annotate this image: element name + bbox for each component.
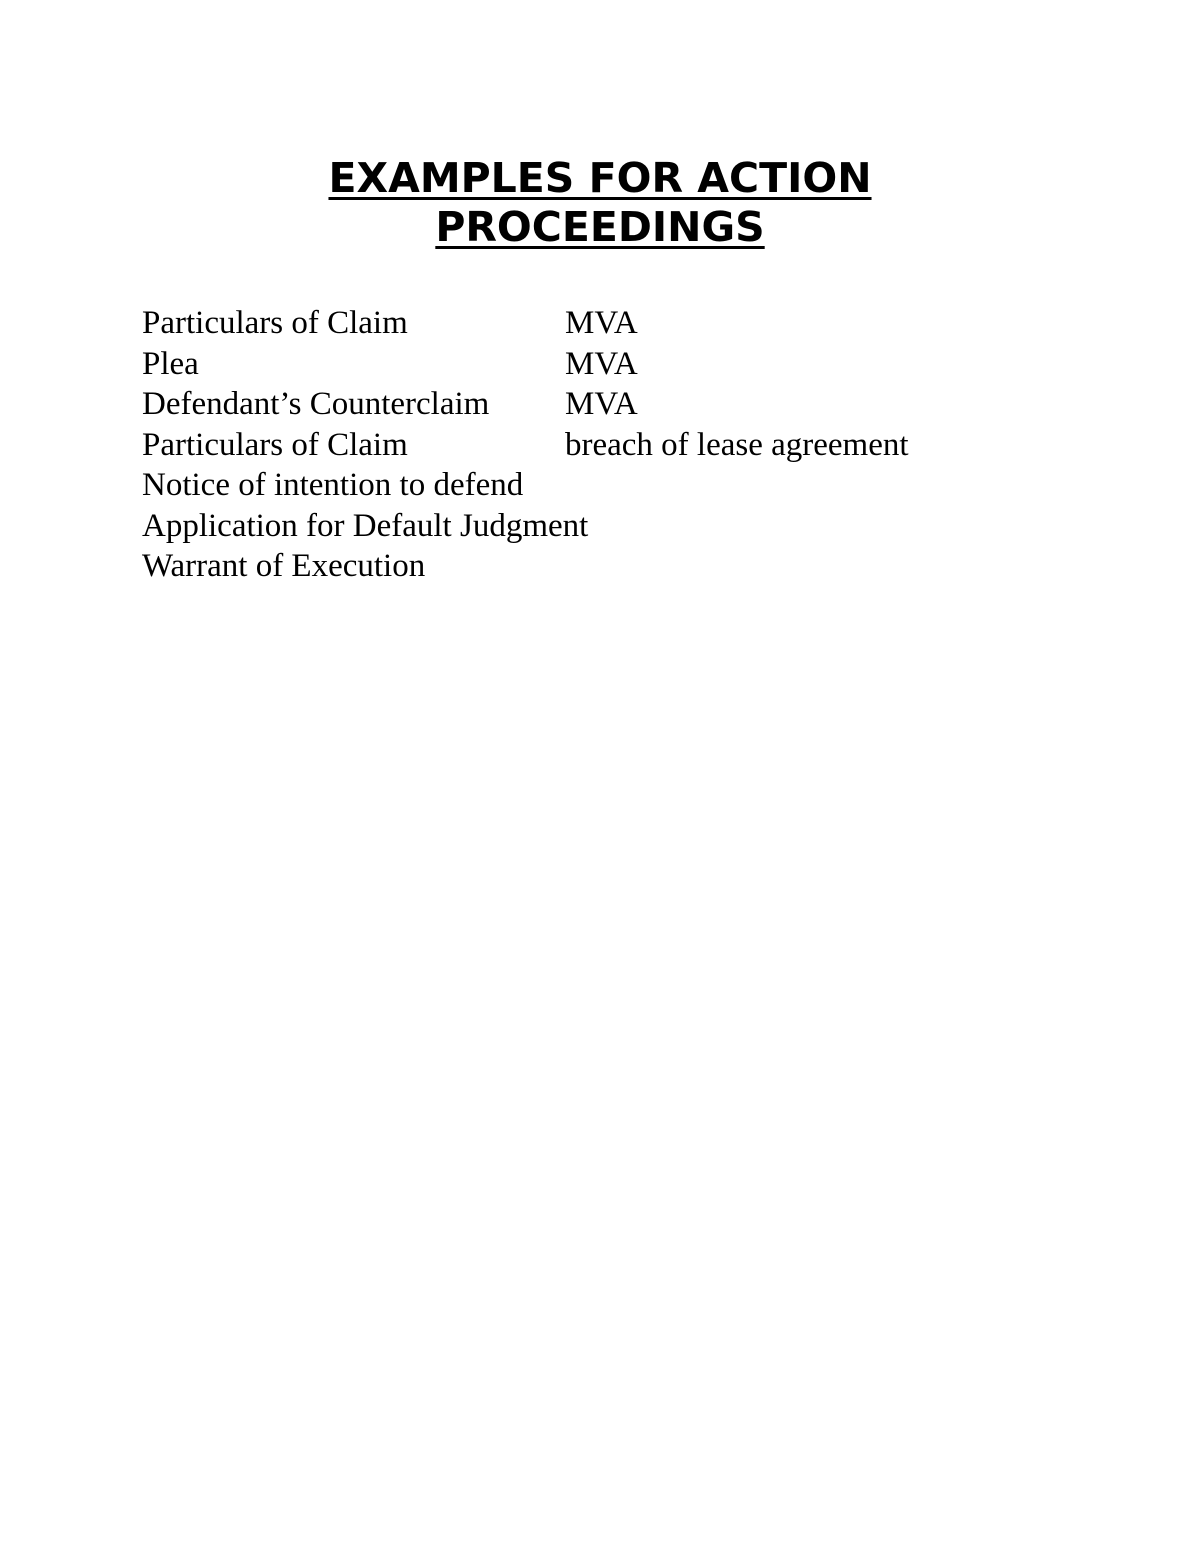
list-item — [142, 465, 1042, 506]
list-item — [142, 506, 1042, 547]
page-title-line-2: PROCEEDINGS — [435, 203, 765, 251]
list-item — [142, 303, 1042, 344]
list-item — [142, 344, 1042, 385]
list-item — [142, 384, 1042, 425]
proceedings-list — [142, 303, 1042, 587]
document-type: Plea — [142, 345, 199, 382]
document-type: Defendant’s Counterclaim — [142, 386, 490, 422]
document-type: Notice of intention to defend — [142, 467, 524, 503]
document-type: Warrant of Execution — [142, 548, 426, 584]
page-title-line-1: EXAMPLES FOR ACTION — [328, 154, 872, 202]
document-type: Application for Default Judgment — [142, 507, 589, 544]
case-type: breach of lease agreement — [565, 426, 909, 463]
case-type: MVA — [565, 386, 638, 422]
page-title — [0, 154, 1200, 252]
document-type: Particulars of Claim — [142, 305, 408, 341]
case-type: MVA — [565, 305, 638, 341]
document-type: Particulars of Claim — [142, 426, 408, 463]
list-item — [142, 425, 1042, 466]
list-item — [142, 546, 1042, 587]
case-type: MVA — [565, 345, 638, 382]
